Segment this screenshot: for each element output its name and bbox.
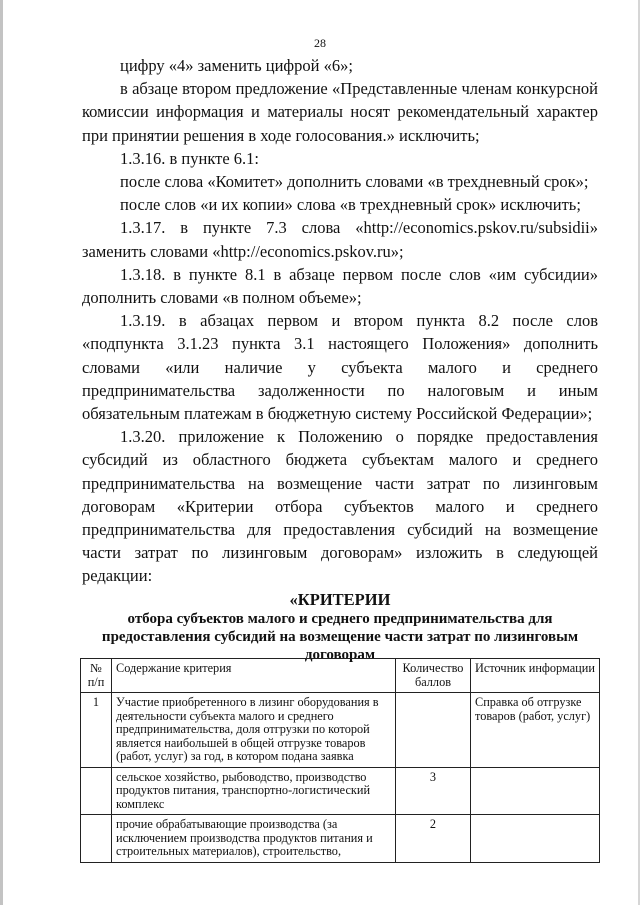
table-row [81,767,600,815]
cell-source: Справка об отгрузке товаров (работ, услуг) [471,693,600,768]
paragraph: 1.3.20. приложение к Положению о порядке предоставления субсидий из областного бюджета субъектам малого и среднего предпринимательства на возмещение части затрат по лизинговым договорам «Критерии отбора субъектов малого и среднего предпринимательства для предоставления субсидий на возмещение части затрат по лизинговым договорам» изложить в следующей редакции: [82,427,598,586]
criteria-subtitle: отбора субъектов малого и среднего предпринимательства для предоставления субсидий на возмещение части затрат по лизинговым договорам [101,611,579,663]
cell-criterion: прочие обрабатывающие производства (за исключением производства продуктов питания и строительных материалов), строительство, [112,815,396,863]
page-number: 28 [314,36,326,50]
paragraph: 1.3.19. в абзацах первом и втором пункта 8.2 после слов «подпункта 3.1.23 пункта 3.1 настоящего Положения» дополнить словами «или наличие у субъекта малого и среднего предпринимательства задолженности по налоговым и иным обязательным платежам в бюджетную систему Российской Федерации»; [82,311,598,424]
cell-source [471,767,600,815]
cell-points [396,693,471,768]
document-body [82,54,598,588]
cell-points: 2 [396,815,471,863]
cell-source [471,815,600,863]
cell-points: 3 [396,767,471,815]
paragraph: после слова «Комитет» дополнить словами «в трехдневный срок»; [120,172,589,192]
cell-criterion: сельское хозяйство, рыбоводство, производство продуктов питания, транспортно-логистический комплекс [112,767,396,815]
header-source: Источник информации [471,659,600,693]
header-points: Количество баллов [396,659,471,693]
table-header-row [81,659,600,693]
cell-number [81,767,112,815]
paragraph: 1.3.17. в пункте 7.3 слова «http://economics.pskov.ru/subsidii» заменить словами «http://economics.pskov.ru»; [82,218,598,261]
table-row [81,693,600,768]
paragraph: в абзаце втором предложение «Представленные членам конкурсной комиссии информация и материалы носят рекомендательный характер при принятии решения в ходе голосования.» исключить; [82,79,598,145]
header-criterion: Содержание критерия [112,659,396,693]
criteria-title: «КРИТЕРИИ [289,590,391,609]
paragraph: 1.3.16. в пункте 6.1: [120,148,259,168]
table-row [81,815,600,863]
cell-criterion: Участие приобретенного в лизинг оборудования в деятельности субъекта малого и среднего предпринимательства, доля отгрузки по которой является наибольшей в общей отгрузке товаров (работ, услуг) за год, в котором подана заявка [112,693,396,768]
scan-left-edge [0,0,3,905]
criteria-table [80,658,600,863]
cell-number: 1 [81,693,112,768]
paragraph: цифру «4» заменить цифрой «6»; [120,56,353,75]
paragraph: после слов «и их копии» слова «в трехдневный срок» исключить; [120,195,581,215]
cell-number [81,815,112,863]
header-number: № п/п [81,659,112,693]
paragraph: 1.3.18. в пункте 8.1 в абзаце первом после слов «им субсидии» дополнить словами «в полном объеме»; [82,264,598,308]
